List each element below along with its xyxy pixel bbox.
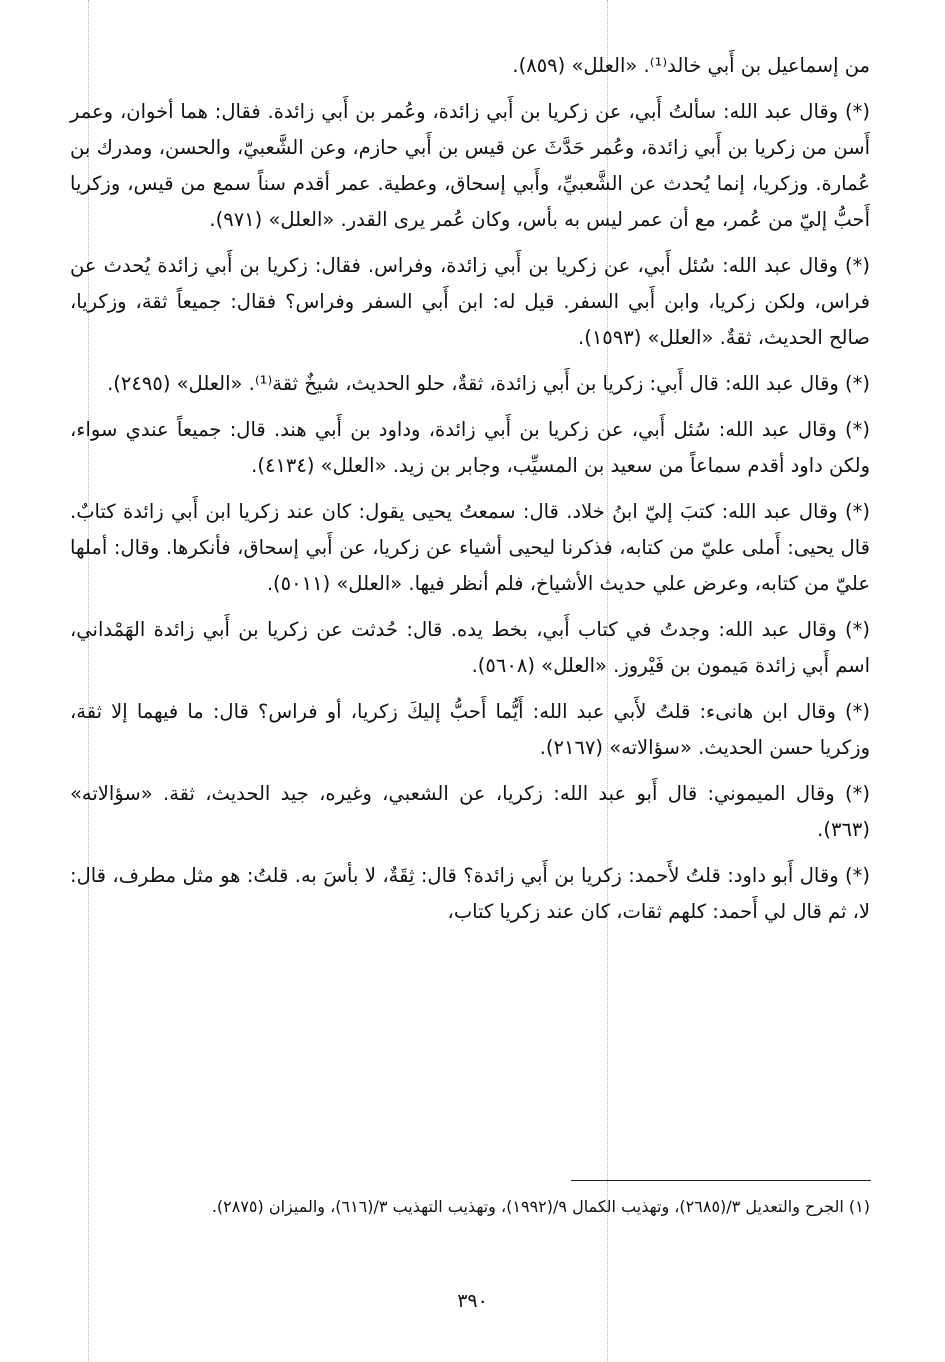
paragraph: (*) وقال عبد الله: قال أَبي: زكريا بن أَبي زائدة، ثقةٌ، حلو الحديث، شيخٌ ثقة⁽¹⁾. «العلل» (٢٤٩٥).: [107, 372, 870, 395]
paragraph: (*) وقال عبد الله: سُئل أَبي، عن زكريا بن أَبي زائدة، وفراس. فقال: زكريا بن أَبي زائدة يُحدث عن فراس، ولكن زكريا، وابن أَبي السفر. قيل له: ابن أَبي السفر وفراس؟ فقال: جميعاً ثقة، وزكريا، صالح الحديث، ثقةٌ. «العلل» (١٥٩٣).: [70, 254, 870, 349]
paragraph: (*) وقال عبد الله: سُئل أَبي، عن زكريا بن أَبي زائدة، وداود بن أَبي هند. قال: جميعاً عندي سواء، ولكن داود أقدم سماعاً من سعيد بن المسيِّب، وجابر بن زيد. «العلل» (٤١٣٤).: [70, 418, 870, 477]
main-text: [70, 48, 870, 940]
paragraph: (*) وقال عبد الله: كتبَ إليّ ابنُ خلاد. قال: سمعتُ يحيى يقول: كان عند زكريا ابن أَبي زائدة كتابٌ. قال يحيى: أَملى عليّ من كتابه، فذكرنا ليحيى أشياء عن زكريا، عن أَبي إسحاق، فأنكرها. وقال: أملها عليّ من كتابه، وعرض علي حديث الأشياخ، فلم أنظر فيها. «العلل» (٥٠١١).: [70, 500, 870, 595]
paragraph: (*) وقال الميموني: قال أَبو عبد الله: زكريا، عن الشعبي، وغيره، جيد الحديث، ثقة. «سؤالاته» (٣٦٣).: [70, 782, 870, 841]
footnote: (١) الجرح والتعديل ٣/(٢٦٨٥)، وتهذيب الكمال ٩/(١٩٩٢)، وتهذيب التهذيب ٣/(٦١٦)، والميزان (٢٨٧٥).: [211, 1197, 870, 1216]
paragraph: (*) وقال أَبو داود: قلتُ لأَحمد: زكريا بن أَبي زائدة؟ قال: ثِقَةٌ، لا بأسَ به. قلتُ: هو مثل مطرف، قال: لا، ثم قال لي أَحمد: كلهم ثقات، كان عند زكريا كتاب،: [70, 864, 870, 923]
paragraph: (*) وقال عبد الله: سألتُ أَبي، عن زكريا بن أَبي زائدة، وعُمر بن أَبي زائدة. فقال: هما أخوان، وعمر أَسن من زكريا بن أَبي زائدة، وعُمر حَدَّثَ عن قيس بن أَبي حازم، وعن الشَّعبيّ، والحسن، ومدرك بن عُمارة. وزكريا، إنما يُحدث عن الشَّعبيِّ، وأَبي إسحاق، وعطية. عمر أقدم سناً سمع من قيس، وزكريا أَحبُّ إليّ من عُمر، مع أن عمر ليس به بأس، وكان عُمر يرى القدر. «العلل» (٩٧١).: [70, 100, 870, 231]
page-number: ٣٩٠: [457, 1290, 488, 1312]
paragraph: (*) وقال عبد الله: وجدتُ في كتاب أَبي، بخط يده. قال: حُدثت عن زكريا بن أَبي زائدة الهَمْداني، اسم أَبي زائدة مَيمون بن فَيْروز. «العلل» (٥٦٠٨).: [70, 618, 870, 677]
paragraph: (*) وقال ابن هانىء: قلتُ لأَبي عبد الله: أَيُّما أَحبُّ إليكَ زكريا، أو فراس؟ قال: ما فيهما إلا ثقة، وزكريا حسن الحديث. «سؤالاته» (٢١٦٧).: [70, 700, 870, 759]
paragraph: من إسماعيل بن أَبي خالد⁽¹⁾. «العلل» (٨٥٩).: [512, 54, 870, 77]
footnote-divider: [571, 1180, 871, 1181]
